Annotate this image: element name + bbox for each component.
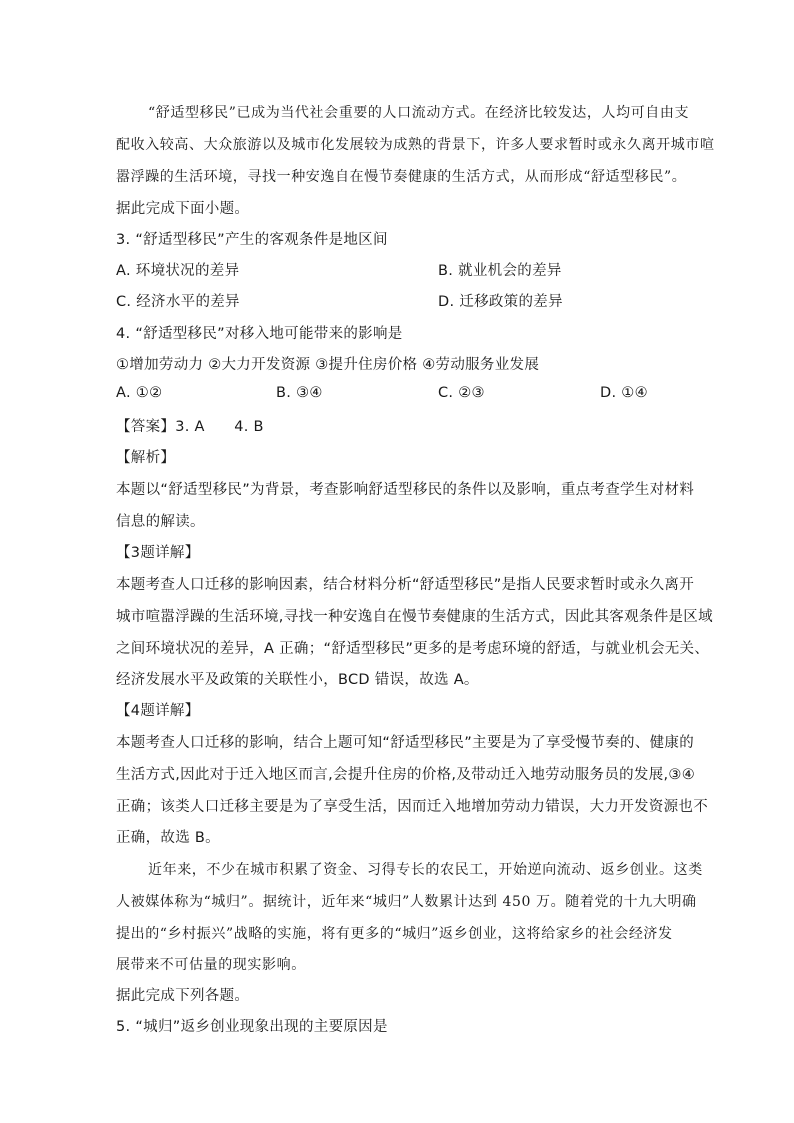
detail3-line-2: 城市喧嚣浮躁的生活环境,寻找一种安逸自在慢节奏健康的生活方式，因此其客观条件是区域 [116, 609, 713, 625]
detail3-heading: 【3题详解】 [116, 545, 200, 561]
passage1-line-1: “舒适型移民”已成为当代社会重要的人口流动方式。在经济比较发达，人均可自由支 [148, 105, 690, 121]
passage2-line-1: 近年来，不少在城市积累了资金、习得专长的农民工，开始逆向流动、返乡创业。这类 [148, 862, 703, 878]
detail3-line-1: 本题考查人口迁移的影响因素，结合材料分析“舒适型移民”是指人民要求暂时或永久离开 [116, 577, 695, 593]
q4-option-a: A. ①② [116, 385, 163, 401]
detail4-heading: 【4题详解】 [116, 703, 200, 719]
q3-option-d: D. 迁移政策的差异 [438, 294, 563, 310]
detail3-line-3: 之间环境状况的差异，A 正确；“舒适型移民”更多的是考虑环境的舒适，与就业机会无关、 [116, 641, 710, 657]
q3-stem: 3. “舒适型移民”产生的客观条件是地区间 [116, 232, 388, 248]
analysis-heading: 【解析】 [116, 450, 176, 466]
q3-option-b: B. 就业机会的差异 [438, 263, 562, 279]
passage2-line-3: 提出的“乡村振兴”战略的实施，将有更多的“城归”返乡创业，这将给家乡的社会经济发 [116, 926, 673, 942]
detail4-line-1: 本题考查人口迁移的影响，结合上题可知“舒适型移民”主要是为了享受慢节奏的、健康的 [116, 735, 695, 751]
q4-option-d: D. ①④ [600, 385, 648, 401]
analysis-line-2: 信息的解读。 [116, 514, 205, 530]
passage1-line-2: 配收入较高、大众旅游以及城市化发展较为成熟的背景下，许多人要求暂时或永久离开城市喧 [116, 137, 715, 153]
detail4-line-2: 生活方式,因此对于迁入地区而言,会提升住房的价格,及带动迁入地劳动服务员的发展,③④ [116, 767, 696, 783]
q4-option-b: B. ③④ [276, 385, 323, 401]
passage1-line-3: 嚣浮躁的生活环境，寻找一种安逸自在慢节奏健康的生活方式，从而形成“舒适型移民”。 [116, 169, 687, 185]
answer-line: 【答案】3. A 4. B [116, 419, 264, 435]
passage2-line-4: 展带来不可估量的现实影响。 [116, 957, 306, 973]
q4-stem: 4. “舒适型移民”对移入地可能带来的影响是 [116, 326, 403, 342]
q5-stem: 5. “城归”返乡创业现象出现的主要原因是 [116, 1019, 388, 1035]
q3-option-a: A. 环境状况的差异 [116, 263, 240, 279]
q4-option-c: C. ②③ [438, 385, 485, 401]
detail4-line-4: 正确，故选 B。 [116, 830, 220, 846]
passage1-instruction: 据此完成下面小题。 [116, 201, 250, 217]
passage2-instruction: 据此完成下列各题。 [116, 988, 250, 1004]
detail3-line-4: 经济发展水平及政策的关联性小，BCD 错误，故选 A。 [116, 672, 479, 688]
q4-statements: ①增加劳动力 ②大力开发资源 ③提升住房价格 ④劳动服务业发展 [116, 357, 540, 373]
passage2-line-2: 人被媒体称为“城归”。据统计，近年来“城归”人数累计达到 450 万。随着党的十九大明确 [116, 894, 697, 910]
q3-option-c: C. 经济水平的差异 [116, 294, 240, 310]
detail4-line-3: 正确；该类人口迁移主要是为了享受生活，因而迁入地增加劳动力错误，大力开发资源也不 [116, 799, 708, 815]
analysis-line-1: 本题以“舒适型移民”为背景，考查影响舒适型移民的条件以及影响，重点考查学生对材料 [116, 482, 695, 498]
